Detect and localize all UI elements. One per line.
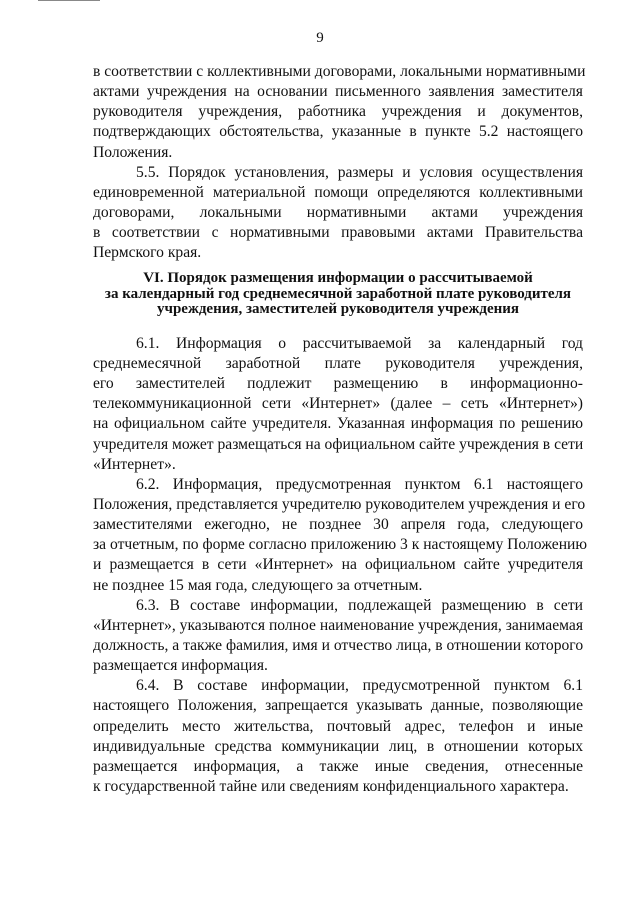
text-line: «Интернет». [93,455,176,473]
text-line: его заместителей подлежит размещению в информационно- [93,375,583,393]
text-line: единовременной материальной помощи определяются коллективными [93,183,583,201]
paragraph-6-3 [93,596,583,677]
text-line: Положения, представляется учредителю руководителем учреждения и его [93,496,586,514]
document-body [93,62,588,797]
paragraph-6-2 [93,475,588,596]
text-line: 6.2. Информация, предусмотренная пунктом 6.1 настоящего [136,475,583,493]
text-line: «Интернет», указываются полное наименование учреждения, занимаемая [93,616,583,634]
text-line: индивидуальные средства коммуникации лиц, в отношении которых [93,737,583,755]
text-line: размещается информация. [93,657,268,675]
text-line: учредителя может размещаться на официальном сайте учреждения в сети [93,435,584,453]
text-line: заместителями ежегодно, не позднее 30 апреля года, следующего [93,516,583,534]
section-heading [93,271,583,318]
text-line: размещается информация, а также иные сведения, отнесенные [93,757,583,775]
text-line: договорами, локальными нормативными актами учреждения [93,203,583,221]
heading-line: VI. Порядок размещения информации о рассчитываемой [143,270,533,287]
text-line: руководителя учреждения, работника учреждения и документов, [93,103,583,121]
text-line: в соответствии с нормативными правовыми актами Правительства [93,224,583,242]
text-line: к государственной тайне или сведениям конфиденциального характера. [93,778,569,795]
text-line: 6.4. В составе информации, предусмотренной пунктом 6.1 [136,677,583,695]
text-line: Пермского края. [93,244,202,262]
paragraph-continuation [93,62,586,163]
heading-line: за календарный год среднемесячной заработной плате руководителя [104,285,572,302]
text-line: должность, а также фамилия, имя и отчество лица, в отношении которого [93,637,584,655]
text-line: на официальном сайте учредителя. Указанная информация по решению [93,415,583,433]
text-line: среднемесячной заработной плате руководителя учреждения, [93,355,583,373]
text-line: настоящего Положения, запрещается указывать данные, позволяющие [93,697,583,715]
paragraph-5-5 [93,163,583,264]
text-line: актами учреждения на основании письменного заявления заместителя [93,83,583,101]
text-line: за отчетным, по форме согласно приложению 3 к настоящему Положению [93,536,588,554]
text-line: Положения. [93,143,173,161]
heading-line: учреждения, заместителей руководителя учреждения [156,301,520,318]
page-number: 9 [316,30,324,46]
text-line: определить место жительства, почтовый адрес, телефон и иные [93,717,583,735]
text-line: и размещается в сети «Интернет» на официальном сайте учредителя [93,556,583,574]
text-line: телекоммуникационной сети «Интернет» (далее – сеть «Интернет») [93,395,583,413]
paragraph-6-1 [93,334,583,475]
top-rule [38,0,100,1]
text-line: 5.5. Порядок установления, размеры и условия осуществления [136,163,583,181]
paragraph-6-4 [93,676,583,797]
text-line: в соответствии с коллективными договорами, локальными нормативными [93,63,586,80]
text-line: 6.3. В составе информации, подлежащей размещению в сети [136,596,583,614]
text-line: подтверждающих обстоятельства, указанные в пункте 5.2 настоящего [93,123,583,141]
text-line: 6.1. Информация о рассчитываемой за календарный год [136,334,583,352]
text-line: не позднее 15 мая года, следующего за отчетным. [93,576,423,594]
